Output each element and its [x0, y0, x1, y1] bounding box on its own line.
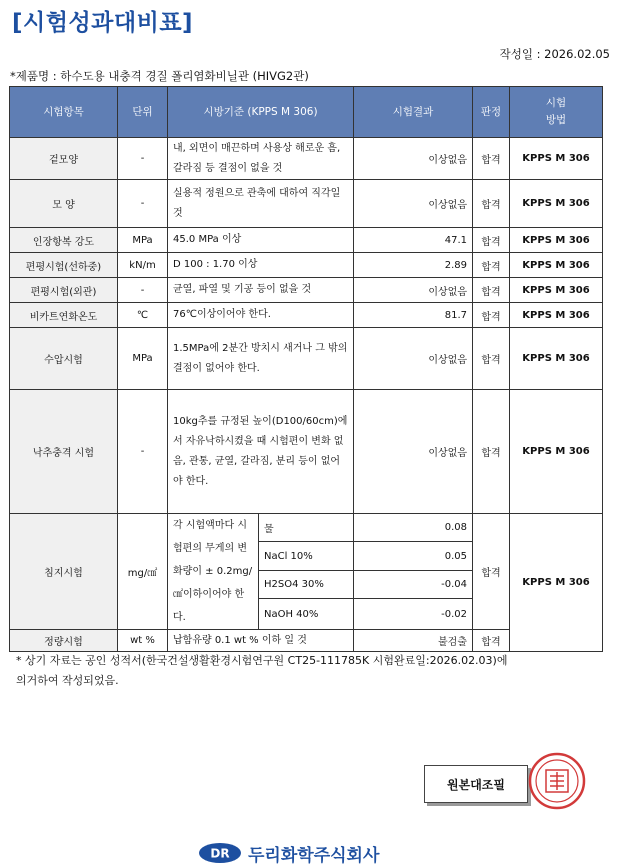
row-judge: 합격 [473, 328, 510, 390]
product-name: *제품명 : 하수도용 내충격 경질 폴리염화비닐관 (HIVG2관) [10, 69, 309, 83]
header-unit: 단위 [118, 87, 168, 138]
row-unit: - [118, 390, 168, 514]
row-unit: - [118, 180, 168, 228]
footnote [16, 651, 507, 691]
row-result: 이상없음 [354, 180, 473, 228]
table-row [10, 278, 603, 303]
quant-judge: 합격 [473, 630, 510, 652]
row-method: KPPS M 306 [510, 303, 603, 328]
comparison-table [9, 86, 603, 652]
immersion-value: 0.05 [354, 542, 473, 570]
row-result: 47.1 [354, 228, 473, 253]
row-unit: - [118, 278, 168, 303]
company-seal-icon [528, 752, 586, 810]
quant-standard: 납함유량 0.1 wt % 이하 일 것 [168, 630, 354, 652]
row-result: 이상없음 [354, 390, 473, 514]
header-method-line1: 시험 [545, 97, 567, 109]
copy-verified-stamp: 원본대조필 [424, 765, 528, 803]
quant-result: 불검출 [354, 630, 473, 652]
logo-letters: DR [210, 846, 230, 861]
immersion-value: -0.02 [354, 599, 473, 630]
header-result: 시험결과 [354, 87, 473, 138]
row-standard: 76℃이상이어야 한다. [168, 303, 354, 328]
row-item: 인장항복 강도 [10, 228, 118, 253]
immersion-row [10, 514, 603, 542]
row-method: KPPS M 306 [510, 228, 603, 253]
table-row [10, 303, 603, 328]
company-logo [198, 840, 379, 866]
company-name: 두리화학주식회사 [248, 845, 380, 866]
header-standard: 시방기준 (KPPS M 306) [168, 87, 354, 138]
immersion-liquid: NaOH 40% [259, 599, 354, 630]
row-unit: MPa [118, 328, 168, 390]
row-result: 이상없음 [354, 278, 473, 303]
quant-unit: wt % [118, 630, 168, 652]
row-unit: MPa [118, 228, 168, 253]
row-result: 이상없음 [354, 328, 473, 390]
footnote-line-2: 의거하여 작성되었음. [16, 674, 119, 687]
immersion-judge: 합격 [473, 514, 510, 630]
row-judge: 합격 [473, 303, 510, 328]
row-standard: 45.0 MPa 이상 [168, 228, 354, 253]
row-item: 비카트연화온도 [10, 303, 118, 328]
row-item: 겉모양 [10, 138, 118, 180]
header-item: 시험항목 [10, 87, 118, 138]
document-title: [시험성과대비표] [12, 10, 194, 36]
row-item: 모 양 [10, 180, 118, 228]
row-unit: - [118, 138, 168, 180]
table-row [10, 390, 603, 514]
row-result: 2.89 [354, 253, 473, 278]
row-judge: 합격 [473, 228, 510, 253]
footnote-line-1: * 상기 자료는 공인 성적서(한국건설생활환경시험연구원 CT25-111785K 시험완료일:2026.02.03)에 [16, 654, 508, 667]
table-header-row [10, 87, 603, 138]
immersion-method: KPPS M 306 [510, 514, 603, 652]
table-row [10, 228, 603, 253]
immersion-item: 침지시험 [10, 514, 118, 630]
immersion-unit: mg/㎠ [118, 514, 168, 630]
row-method: KPPS M 306 [510, 138, 603, 180]
table-row [10, 180, 603, 228]
immersion-standard: 각 시험액마다 시험편의 무게의 변화량이 ± 0.2mg/㎠이하이어야 한다. [168, 514, 259, 630]
dr-logo-icon [198, 842, 242, 864]
table-row [10, 253, 603, 278]
row-judge: 합격 [473, 278, 510, 303]
row-judge: 합격 [473, 390, 510, 514]
immersion-liquid: NaCl 10% [259, 542, 354, 570]
immersion-liquid: 물 [259, 514, 354, 542]
immersion-value: 0.08 [354, 514, 473, 542]
immersion-liquid: H2SO4 30% [259, 570, 354, 598]
row-standard: 내, 외면이 매끈하며 사용상 해로운 흠, 갈라짐 등 결점이 없을 것 [168, 138, 354, 180]
immersion-value: -0.04 [354, 570, 473, 598]
row-method: KPPS M 306 [510, 253, 603, 278]
row-method: KPPS M 306 [510, 278, 603, 303]
row-standard: 실용적 정원으로 관축에 대하여 직각일 것 [168, 180, 354, 228]
row-result: 81.7 [354, 303, 473, 328]
row-unit: ℃ [118, 303, 168, 328]
header-method-line2: 방법 [545, 114, 567, 126]
row-item: 편평시험(외관) [10, 278, 118, 303]
row-standard: 10kg추를 규정된 높이(D100/60cm)에서 자유낙하시켰을 때 시험편이 변화 없음, 관통, 균열, 갈라짐, 분리 등이 없어야 한다. [168, 390, 354, 514]
row-item: 수압시험 [10, 328, 118, 390]
header-method [510, 87, 603, 138]
header-judge: 판정 [473, 87, 510, 138]
date-line: 작성일 : 2026.02.05 [499, 47, 610, 61]
table-row [10, 138, 603, 180]
table-row [10, 328, 603, 390]
row-unit: kN/m [118, 253, 168, 278]
row-result: 이상없음 [354, 138, 473, 180]
row-standard: 균열, 파열 및 기공 등이 없을 것 [168, 278, 354, 303]
row-standard: D 100 : 1.70 이상 [168, 253, 354, 278]
row-judge: 합격 [473, 253, 510, 278]
row-method: KPPS M 306 [510, 180, 603, 228]
row-judge: 합격 [473, 180, 510, 228]
row-method: KPPS M 306 [510, 390, 603, 514]
row-judge: 합격 [473, 138, 510, 180]
quant-item: 정량시험 [10, 630, 118, 652]
row-item: 편평시험(선하중) [10, 253, 118, 278]
row-method: KPPS M 306 [510, 328, 603, 390]
row-item: 낙추충격 시험 [10, 390, 118, 514]
row-standard: 1.5MPa에 2분간 방치시 새거나 그 밖의 결점이 없어야 한다. [168, 328, 354, 390]
